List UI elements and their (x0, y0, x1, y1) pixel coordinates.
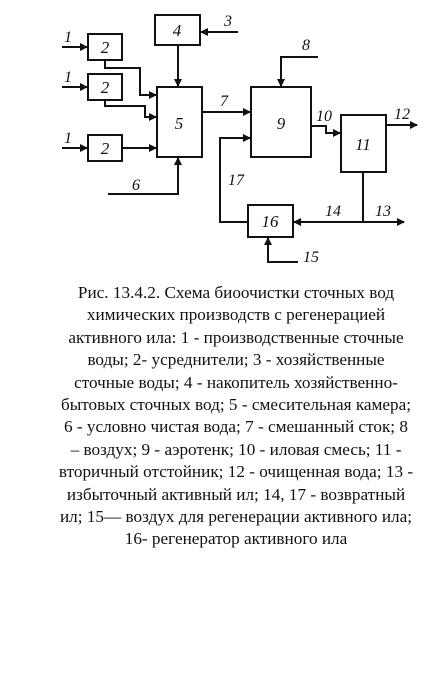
block-label-5: 5 (174, 114, 184, 133)
block-label-16: 16 (261, 212, 279, 231)
stream-label-13: 13 (375, 203, 391, 220)
stream-8-line (281, 57, 318, 86)
block-label-2b: 2 (100, 78, 110, 97)
flow-diagram (0, 0, 429, 275)
block-label-2a: 2 (100, 38, 110, 57)
equalizer-middle-output (105, 100, 156, 117)
stream-label-14: 14 (325, 203, 341, 220)
stream-label-17: 17 (228, 172, 244, 189)
stream-label-6: 6 (132, 177, 140, 194)
stream-15-line (268, 238, 298, 262)
block-label-2c: 2 (100, 139, 110, 158)
block-label-4: 4 (172, 21, 182, 40)
stream-label-15: 15 (303, 249, 319, 266)
stream-label-1a: 1 (64, 29, 72, 46)
block-label-11: 11 (355, 135, 371, 154)
stream-10-line (311, 126, 340, 133)
equalizer-top-output (105, 60, 156, 95)
block-label-9: 9 (276, 114, 286, 133)
stream-label-10: 10 (316, 108, 332, 125)
stream-label-12: 12 (394, 106, 410, 123)
stream-6-line (108, 158, 178, 194)
stream-label-8: 8 (302, 37, 310, 54)
stream-label-3: 3 (224, 13, 232, 30)
figure-caption: Рис. 13.4.2. Схема биоочистки сточных вод химических производств с регенерацией активного ила: 1 - производственные сточные воды; 2- усреднители; 3 - хозяйственные сточные воды; 4 - накопитель хозяйственно-бытовых сточных вод; 5 - смесительная камера; 6 - условно чистая вода; 7 - смешанный сток; 8 – воздух; 9 - аэротенк; 10 - иловая смесь; 11 - вторичный отстойник; 12 - очищенная вода; 13 - избыточный активный ил; 14, 17 - возвратный ил; 15— воздух для регенерации активного ила; 16- регенератор активного ила (58, 283, 414, 549)
stream-label-1b: 1 (64, 69, 72, 86)
stream-label-7: 7 (220, 93, 228, 110)
stream-label-1c: 1 (64, 130, 72, 147)
